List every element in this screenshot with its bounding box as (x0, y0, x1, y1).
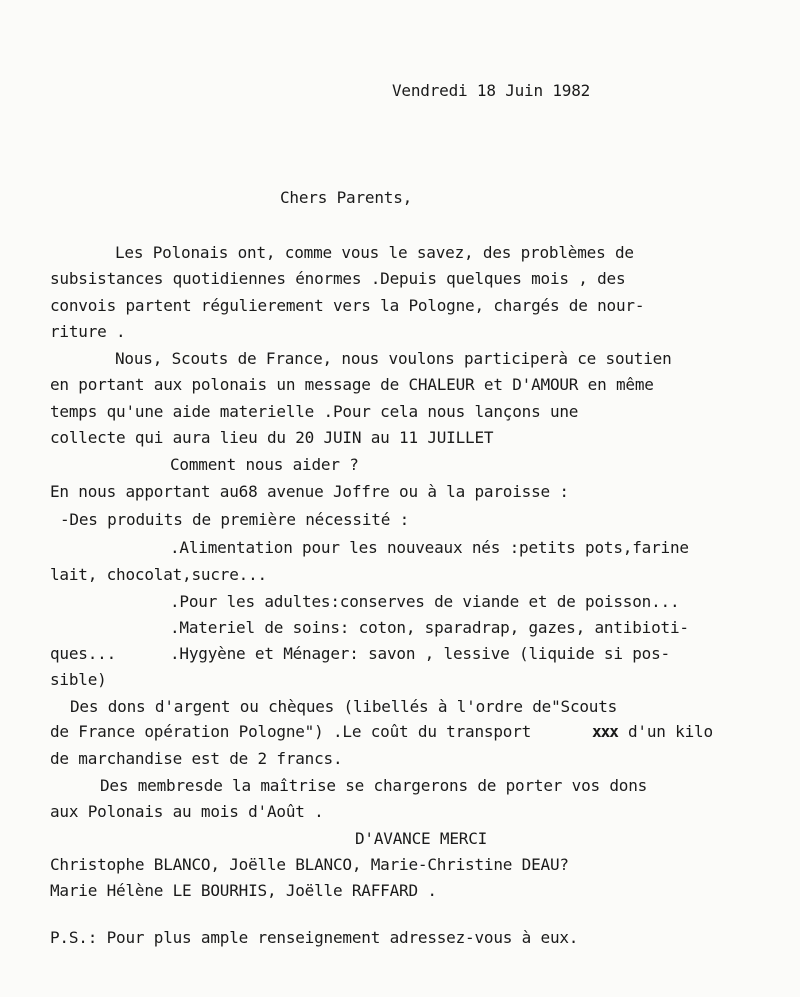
signatories-line: Marie Hélène LE BOURHIS, Joëlle RAFFARD . (50, 881, 437, 900)
body-line: d'un kilo (628, 722, 713, 741)
body-line: Des dons d'argent ou chèques (libellés à l'ordre de"Scouts (70, 697, 618, 716)
list-item-continuation: lait, chocolat,sucre... (50, 565, 267, 584)
body-line: de France opération Pologne") .Le coût du transport (50, 722, 532, 741)
body-line: temps qu'une aide materielle .Pour cela nous lançons une (50, 402, 579, 421)
salutation: Chers Parents, (280, 188, 413, 207)
list-heading: -Des produits de première nécessité : (60, 510, 410, 529)
body-line: Les Polonais ont, comme vous le savez, des problèmes de (115, 243, 634, 262)
body-line: en portant aux polonais un message de CHALEUR et D'AMOUR en même (50, 375, 654, 394)
list-item: .Pour les adultes:conserves de viande et de poisson... (170, 592, 680, 611)
body-line: En nous apportant au68 avenue Joffre ou à la paroisse : (50, 482, 569, 501)
body-line: collecte qui aura lieu du 20 JUIN au 11 JUILLET (50, 428, 494, 447)
section-heading: Comment nous aider ? (170, 455, 359, 474)
postscript: P.S.: Pour plus ample renseignement adressez-vous à eux. (50, 928, 579, 947)
body-line: riture . (50, 322, 126, 341)
body-line: Nous, Scouts de France, nous voulons participerà ce soutien (115, 349, 672, 368)
body-line: Des membresde la maîtrise se chargerons de porter vos dons (100, 776, 648, 795)
signatories-line: Christophe BLANCO, Joëlle BLANCO, Marie-Christine DEAU? (50, 855, 569, 874)
list-item-continuation: sible) (50, 670, 107, 689)
closing: D'AVANCE MERCI (355, 829, 488, 848)
list-item: .Hygyène et Ménager: savon , lessive (liquide si pos- (170, 644, 670, 663)
list-item: .Alimentation pour les nouveaux nés :petits pots,farine (170, 538, 689, 557)
body-line: convois partent régulierement vers la Pologne, chargés de nour- (50, 296, 645, 315)
list-item-continuation: ques... (50, 644, 117, 663)
letter-date: Vendredi 18 Juin 1982 (392, 81, 591, 100)
body-line: de marchandise est de 2 francs. (50, 749, 343, 768)
struck-out-text: xxx (592, 722, 618, 741)
list-item: .Materiel de soins: coton, sparadrap, gazes, antibioti- (170, 618, 689, 637)
body-line: subsistances quotidiennes énormes .Depuis quelques mois , des (50, 269, 626, 288)
body-line: aux Polonais au mois d'Août . (50, 802, 324, 821)
